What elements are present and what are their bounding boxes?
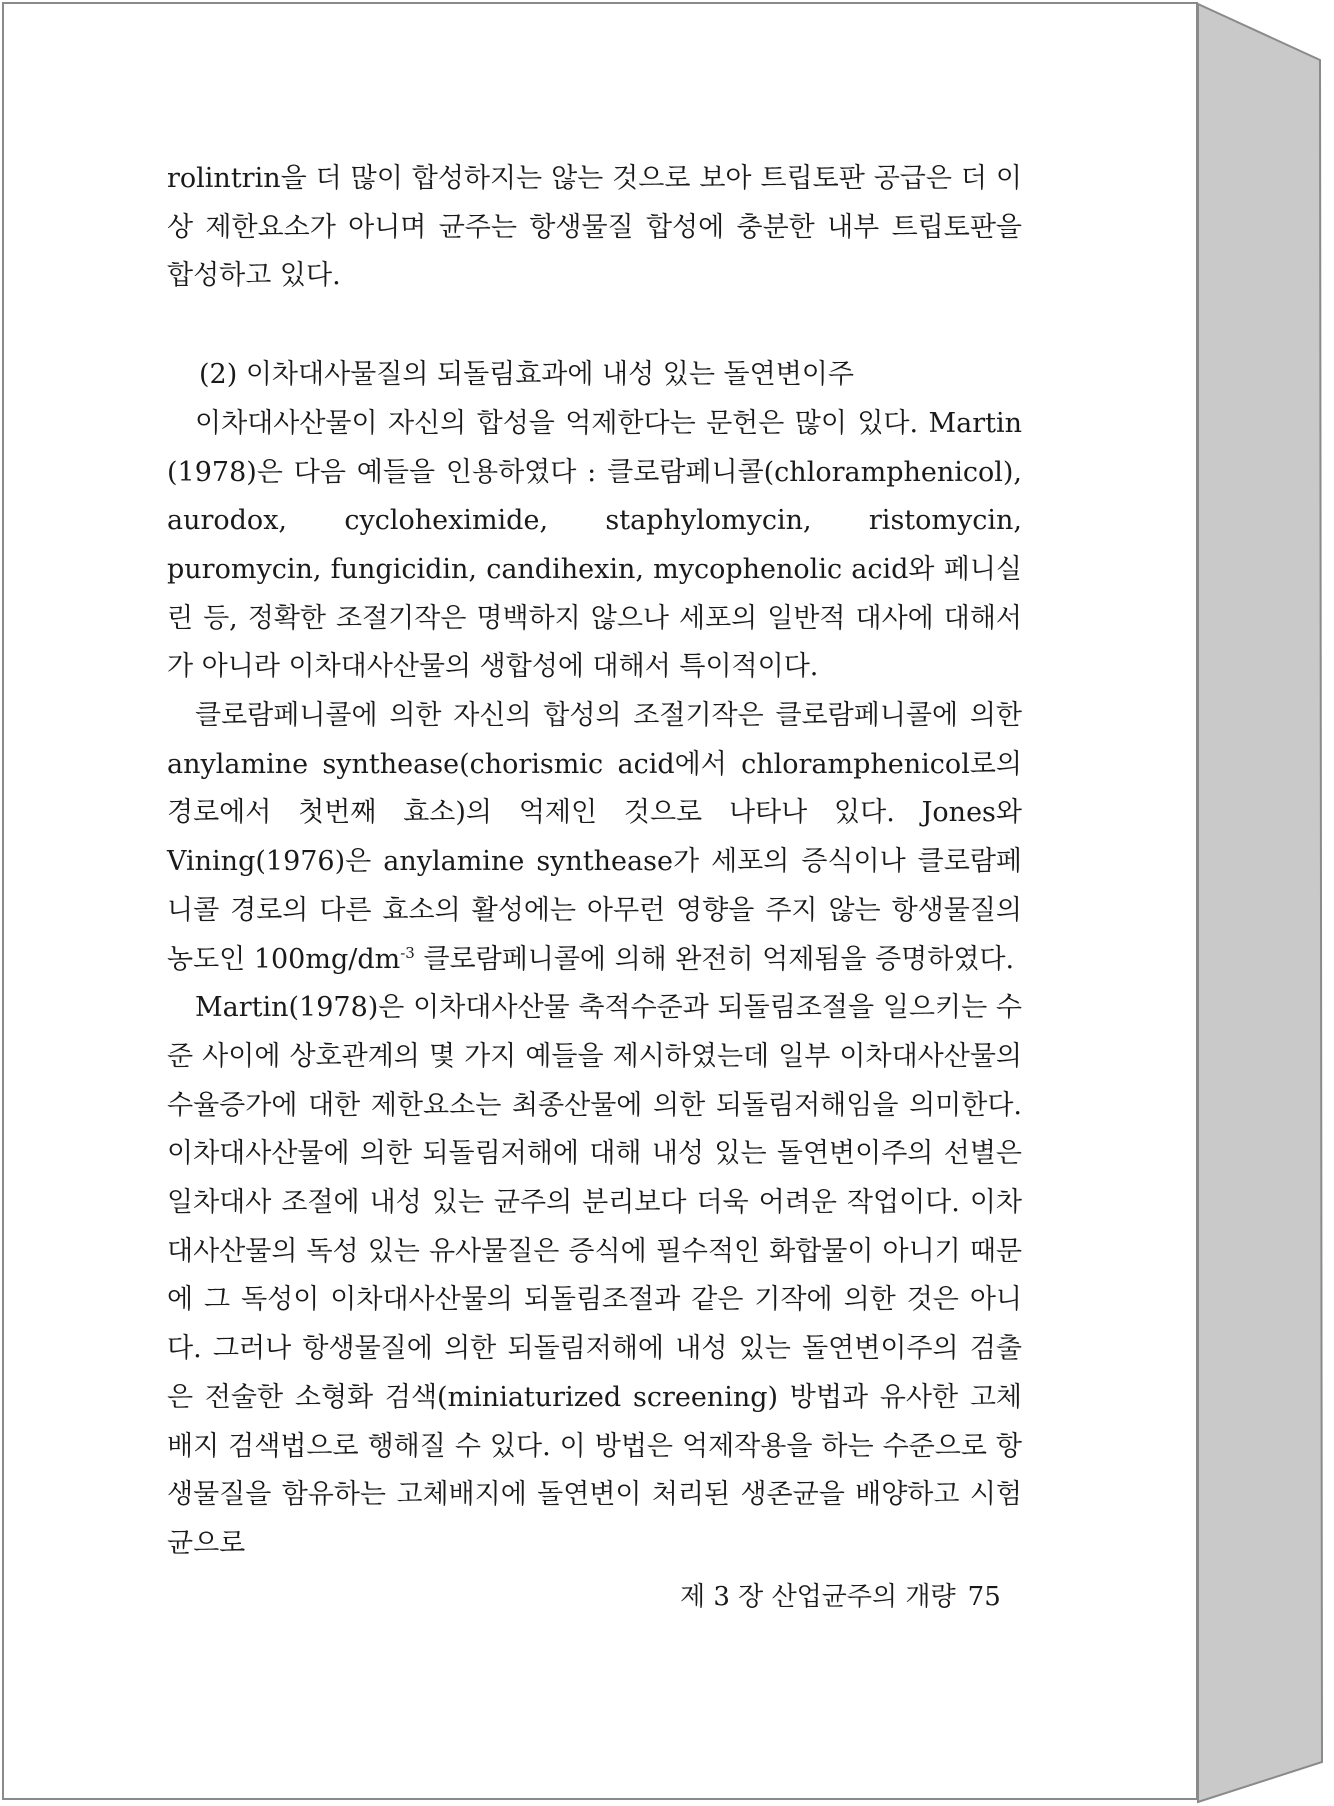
page-footer xyxy=(680,1576,1022,1613)
section-heading: (2) 이차대사물질의 되돌림효과에 내성 있는 돌연변이주 xyxy=(199,359,854,391)
page-number: 75 xyxy=(967,1582,1001,1612)
chapter-title: 제 3 장 산업균주의 개량 xyxy=(680,1582,956,1612)
paragraph-continued: rolintrin을 더 많이 합성하지는 않는 것으로 보아 트립토판 공급은 더 이상 제한요소가 아니며 균주는 항생물질 합성에 충분한 내부 트립토판을 합성하고 있다. xyxy=(167,163,1022,292)
page-body xyxy=(167,155,1022,1569)
paragraph-chloramphenicol-tail: 클로람페니콜에 의해 완전히 억제됨을 증명하였다. xyxy=(414,943,1015,975)
paragraph-martin: Martin(1978)은 이차대사산물 축적수준과 되돌림조절을 일으키는 수준 사이에 상호관계의 몇 가지 예들을 제시하였는데 일부 이차대사산물의 수율증가에 대한 제한요소는 최종산물에 의한 되돌림저해임을 의미한다. 이차대사산물에 의한 되돌림저해에 대해 내성 있는 돌연변이주의 선별은 일차대사 조절에 내성 있는 균주의 분리보다 더욱 어려운 작업이다. 이차대사산물의 독성 있는 유사물질은 증식에 필수적인 화합물이 아니기 때문에 그 독성이 이차대사산물의 되돌림조절과 같은 기작에 의한 것은 아니다. 그러나 항생물질에 의한 되돌림저해에 내성 있는 돌연변이주의 검출은 전술한 소형화 검색(miniaturized screening) 방법과 유사한 고체배지 검색법으로 행해질 수 있다. 이 방법은 억제작용을 하는 수준으로 항생물질을 함유하는 고체배지에 돌연변이 처리된 생존균을 배양하고 시험균으로 xyxy=(167,992,1022,1559)
section-gap xyxy=(167,301,1022,351)
paragraph-chloramphenicol xyxy=(167,692,1022,984)
superscript-exponent: -3 xyxy=(400,943,415,962)
paragraph-chloramphenicol-text: 클로람페니콜에 의한 자신의 합성의 조절기작은 클로람페니콜에 의한 anylamine synthease(chorismic acid에서 chloramphenicol로의 경로에서 첫번째 효소)의 억제인 것으로 나타나 있다. Jones와 Vining(1976)은 anylamine synthease가 세포의 증식이나 클로람페니콜 경로의 다른 효소의 활성에는 아무런 영향을 주지 않는 항생물질의 농도인 100mg/dm xyxy=(167,700,1022,975)
paragraph-feedback-literature: 이차대사산물이 자신의 합성을 억제한다는 문헌은 많이 있다. Martin (1978)은 다음 예들을 인용하였다 : 클로람페니콜(chloramphenicol), aurodox, cycloheximide, staphylomycin, ristomycin, puromycin, fungicidin, candihexin, mycophenolic acid와 페니실린 등, 정확한 조절기작은 명백하지 않으나 세포의 일반적 대사에 대해서가 아니라 이차대사산물의 생합성에 대해서 특이적이다. xyxy=(167,407,1022,683)
